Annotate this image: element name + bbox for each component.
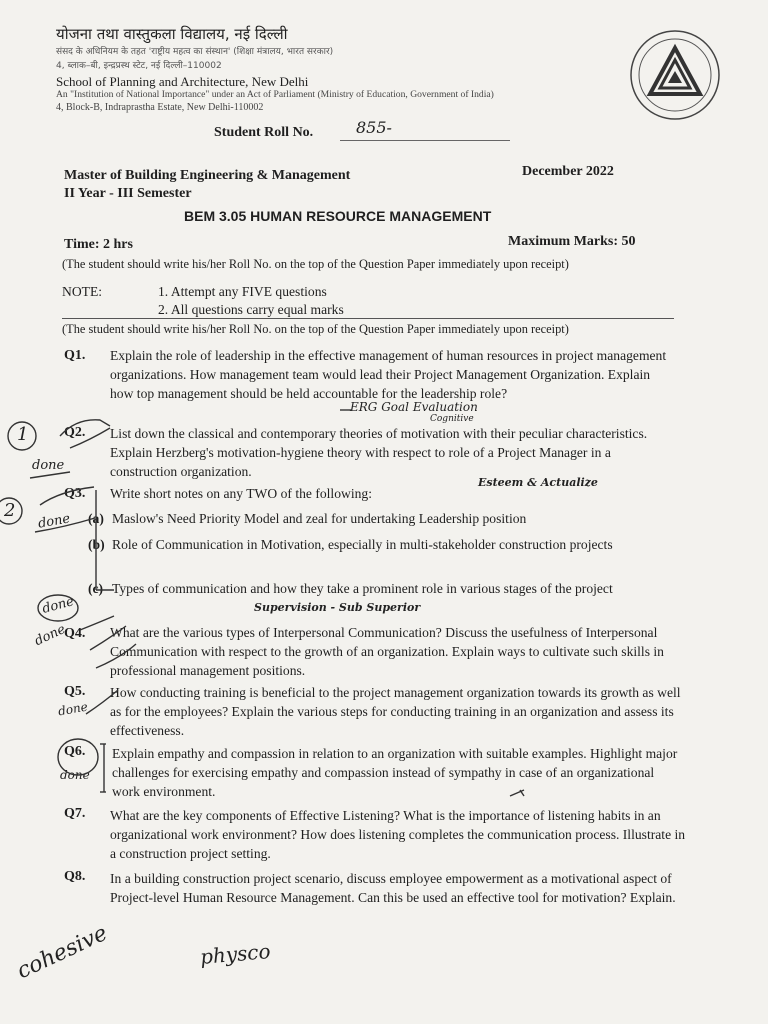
hindi-address: 4, ब्लाक–बी, इन्द्रप्रस्थ स्टेट, नई दिल्ली–110002: [56, 61, 222, 71]
roll-no-value[interactable]: 855-: [356, 118, 392, 137]
annotation-cognitive: Cognitive: [430, 414, 474, 424]
subquestion-text: Maslow's Need Priority Model and zeal for undertaking Leadership position: [112, 511, 527, 526]
annotation-done: done: [60, 768, 90, 782]
question-label: Q8.: [64, 869, 86, 884]
question-text: Explain the role of leadership in the effective management of human resources in project management organizations. How management team would lead their Project Management Organization. Explain how top management should be held accountable for the leadership role?: [110, 348, 667, 401]
max-marks: Maximum Marks: 50: [508, 234, 636, 249]
question-text: What are the key components of Effective Listening? What is the importance of listening habits in an organizational work environment? How does listening completes the communication process. Illustrate in a construction project setting.: [110, 808, 686, 861]
subquestion-label: (a): [88, 511, 104, 526]
question-text: Write short notes on any TWO of the following:: [110, 486, 372, 501]
hindi-institute-name: योजना तथा वास्तुकला विद्यालय, नई दिल्ली: [56, 25, 288, 43]
institution-name: School of Planning and Architecture, New Delhi: [56, 74, 309, 89]
question-text: Explain empathy and compassion in relation to an organization with suitable examples. Highlight major challenges for exercising empathy and compassion instead of sympathy in case of an organizational work environment.: [112, 746, 678, 799]
annotation-cohesive: cohesive: [13, 920, 112, 985]
annotation-number-2: 2: [4, 500, 16, 521]
note-item-2: 2. All questions carry equal marks: [158, 302, 344, 317]
exam-date: December 2022: [522, 164, 614, 179]
question-label: Q5.: [64, 684, 86, 699]
course-title: BEM 3.05 HUMAN RESOURCE MANAGEMENT: [184, 208, 492, 224]
question-label: Q6.: [64, 744, 86, 759]
question-text: List down the classical and contemporary theories of motivation with their peculiar characteristics. Explain Herzberg's motivation-hygiene theory with respect to role of a Project Manager in a construction organization.: [110, 426, 648, 479]
year-semester: II Year - III Semester: [64, 186, 192, 201]
note-label: NOTE:: [62, 284, 103, 299]
annotation-esteem: Esteem & Actualize: [478, 476, 598, 489]
annotation-done: done: [36, 511, 72, 532]
annotation-physco: physco: [199, 938, 272, 970]
annotation-done: done: [32, 621, 68, 650]
exam-time: Time: 2 hrs: [64, 237, 133, 252]
question-label: Q2.: [64, 425, 86, 440]
subquestion-label: (c): [88, 581, 104, 596]
annotation-done: done: [57, 699, 89, 719]
question-label: Q7.: [64, 806, 86, 821]
annotation-erg: ERG Goal Evaluation: [350, 400, 478, 414]
question-text: What are the various types of Interpersonal Communication? Discuss the usefulness of Interpersonal Communication with respect to the growth of an organization. Explain ways to cultivate such skills in professional management positions.: [110, 625, 664, 678]
question-label: Q1.: [64, 348, 86, 363]
question-text: How conducting training is beneficial to the project management organization towards its growth as well as for the employees? Explain the various steps for conducting training in an organization and assess its effectiveness.: [110, 685, 681, 738]
question-label: Q3.: [64, 486, 86, 501]
roll-instruction-top: (The student should write his/her Roll No. on the top of the Question Paper immediately upon receipt): [62, 257, 569, 271]
roll-no-label: Student Roll No.: [214, 125, 314, 140]
note-item-1: 1. Attempt any FIVE questions: [158, 284, 327, 299]
annotation-done: done: [32, 458, 65, 473]
question-label: Q4.: [64, 626, 86, 641]
programme-name: Master of Building Engineering & Management: [64, 168, 351, 183]
annotation-done: done: [40, 594, 76, 617]
subquestion-label: (b): [88, 537, 105, 552]
institution-subtitle: An "Institution of National Importance" under an Act of Parliament (Ministry of Education, Government of India): [56, 89, 494, 100]
roll-instruction-bottom: (The student should write his/her Roll No. on the top of the Question Paper immediately upon receipt): [62, 322, 569, 336]
institution-address: 4, Block-B, Indraprastha Estate, New Delhi-110002: [56, 102, 264, 113]
question-text: In a building construction project scenario, discuss employee empowerment as a motivational aspect of Project-level Human Resource Management. Can this be used an effective tool for motivation? Explain.: [110, 871, 676, 905]
annotation-superior: Supervision - Sub Superior: [254, 601, 421, 614]
subquestion-text: Types of communication and how they take a prominent role in various stages of the project: [112, 581, 613, 596]
subquestion-text: Role of Communication in Motivation, especially in multi-stakeholder construction projects: [112, 537, 613, 552]
hindi-subtitle: संसद के अधिनियम के तहत 'राष्ट्रीय महत्व का संस्थान' (शिक्षा मंत्रालय, भारत सरकार): [56, 47, 334, 57]
annotation-number-1: 1: [17, 424, 29, 445]
